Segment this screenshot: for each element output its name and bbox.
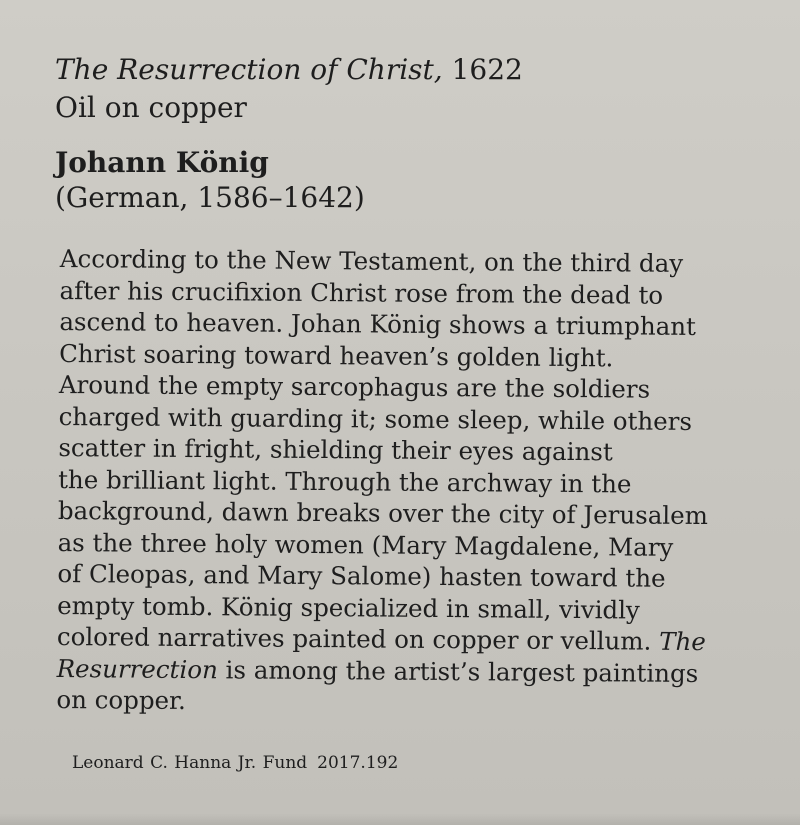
description-text: [56, 243, 760, 721]
description-line: of Cleopas, and Mary Salome) hasten toward the: [57, 558, 666, 593]
artwork-medium: Oil on copper: [55, 91, 247, 124]
description-line: scatter in fright, shielding their eyes against: [58, 432, 613, 467]
credit-fund: Leonard C. Hanna Jr. Fund: [72, 753, 308, 773]
description-line: Christ soaring toward heaven’s golden light.: [59, 338, 614, 372]
description-line: According to the New Testament, on the third day: [59, 243, 684, 278]
description-line: Around the empty sarcophagus are the soldiers: [58, 369, 651, 404]
artist-name: Johann König: [55, 146, 269, 179]
accession-number: 2017.192: [317, 753, 399, 773]
description-line: the brilliant light. Through the archway in the: [58, 464, 632, 498]
description-line: empty tomb. König specialized in small, vividly: [57, 590, 640, 625]
artwork-title-line: [55, 52, 523, 88]
description-text-plain: colored narratives painted on copper or vellum.: [56, 621, 652, 656]
description-text-italic: Resurrection: [56, 653, 218, 684]
description-line: on copper.: [56, 684, 186, 716]
description-line: background, dawn breaks over the city of Jerusalem: [57, 495, 709, 531]
description-line: after his crucifixion Christ rose from the dead to: [59, 275, 664, 310]
credit-line: [72, 752, 398, 774]
artist-nationality-dates: (German, 1586–1642): [55, 181, 365, 214]
artwork-year: 1622: [451, 53, 523, 86]
description-text-plain: is among the artist’s largest paintings: [225, 654, 699, 688]
description-line: as the three holy women (Mary Magdalene, Mary: [57, 527, 674, 562]
description-line: charged with guarding it; some sleep, while others: [58, 401, 693, 436]
artwork-title: The Resurrection of Christ,: [55, 53, 443, 86]
description-text-italic: The: [659, 626, 706, 657]
description-line: ascend to heaven. Johan König shows a triumphant: [59, 306, 697, 341]
description-line: [57, 621, 757, 658]
